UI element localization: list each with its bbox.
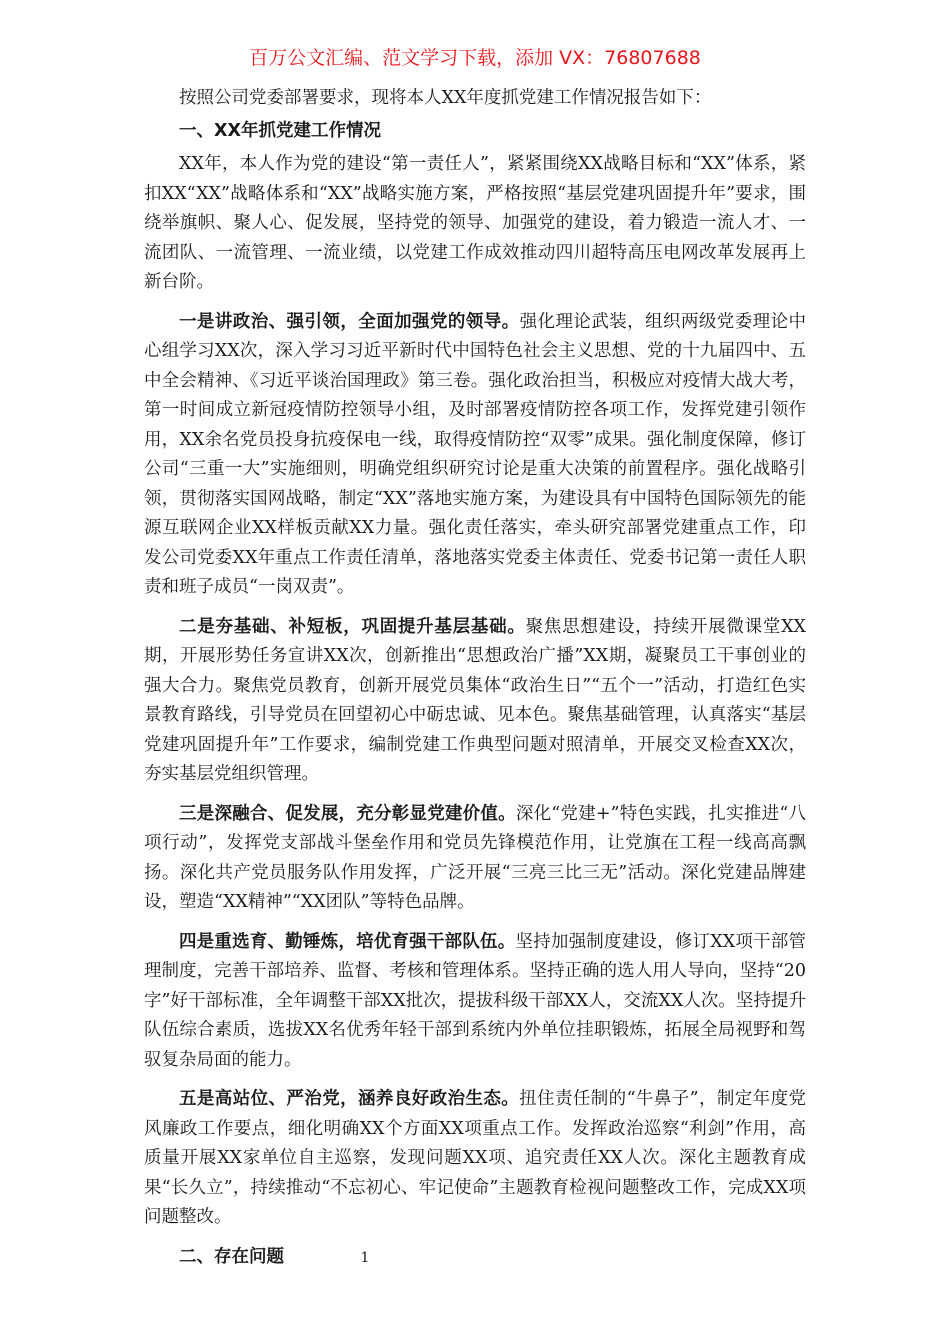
document-body — [144, 84, 806, 1276]
item-text-2: 聚焦思想建设，持续开展微课堂XX期，开展形势任务宣讲XX次，创新推出“思想政治广播”XX期，凝聚员工干事创业的强大合力。聚焦党员教育，创新开展党员集体“政治生日”“五个一”活动，打造红色实景教育路线，引导党员在回望初心中砺忠诚、见本色。聚焦基础管理，认真落实“基层党建巩固提升年”工作要求，编制党建工作典型问题对照清单，开展交叉检查XX次，夯实基层党组织管理。 — [144, 616, 806, 784]
section-1-heading: 一、XX年抓党建工作情况 — [179, 120, 381, 141]
item-heading-3: 三是深融合、促发展，充分彰显党建价值。 — [179, 803, 516, 824]
item-paragraph-5 — [144, 1085, 806, 1233]
download-banner: 百万公文汇编、范文学习下载，添加 VX：76807688 — [249, 47, 701, 69]
item-text-3: 深化“党建+”特色实践，扎实推进“八项行动”，发挥党支部战斗堡垒作用和党员先锋模范作用，让党旗在工程一线高高飘扬。深化共产党员服务队作用发挥，广泛开展“三亮三比三无”活动。深化党建品牌建设，塑造“XX精神”“XX团队”等特色品牌。 — [144, 803, 806, 912]
intro-paragraph: 按照公司党委部署要求，现将本人XX年度抓党建工作情况报告如下： — [179, 88, 712, 108]
item-heading-2: 二是夯基础、补短板，巩固提升基层基础。 — [179, 616, 526, 637]
item-heading-5: 五是高站位、严治党，涵养良好政治生态。 — [179, 1089, 520, 1109]
item-text-5: 扭住责任制的“牛鼻子”，制定年度党风廉政工作要点，细化明确XX个方面XX项重点工作。发挥政治巡察“利剑”作用，高质量开展XX家单位自主巡察，发现问题XX项、追究责任XX人次。深化主题教育成果“长久立”，持续推动“不忘初心、牢记使命”主题教育检视问题整改工作，完成XX项问题整改。 — [144, 1089, 806, 1227]
item-heading-4: 四是重选育、勤锤炼，培优育强干部队伍。 — [179, 931, 516, 952]
item-text-1: 强化理论武装，组织两级党委理论中心组学习XX次，深入学习习近平新时代中国特色社会主义思想、党的十九届四中、五中全会精神、《习近平谈治国理政》第三卷。强化政治担当，积极应对疫情大战大考，第一时间成立新冠疫情防控领导小组，及时部署疫情防控各项工作，发挥党建引领作用，XX余名党员投身抗疫保电一线，取得疫情防控“双零”成果。强化制度保障，修订公司“三重一大”实施细则，明确党组织研究讨论是重大决策的前置程序。强化战略引领，贯彻落实国网战略，制定“XX”落地实施方案，为建设具有中国特色国际领先的能源互联网企业XX样板贡献XX力量。强化责任落实，牵头研究部署党建重点工作，印发公司党委XX年重点工作责任清单，落地落实党委主体责任、党委书记第一责任人职责和班子成员“一岗双责”。 — [144, 311, 807, 597]
section-1-summary: XX年，本人作为党的建设“第一责任人”，紧紧围绕XX战略目标和“XX”体系，紧扣XX“XX”战略体系和“XX”战略实施方案，严格按照“基层党建巩固提升年”要求，围绕举旗帜、聚人心、促发展，坚持党的领导、加强党的建设，着力锻造一流人才、一流团队、一流管理、一流业绩，以党建工作成效推动四川超特高压电网改革发展再上新台阶。 — [144, 154, 806, 292]
item-heading-1: 一是讲政治、强引领，全面加强党的领导。 — [179, 311, 520, 332]
page-number: 1 — [360, 1250, 370, 1266]
item-paragraph-1 — [144, 308, 806, 603]
item-paragraph-4 — [144, 928, 806, 1076]
item-paragraph-3 — [144, 800, 806, 918]
item-text-4: 坚持加强制度建设，修订XX项干部管理制度，完善干部培养、监督、考核和管理体系。坚持正确的选人用人导向，坚持“20字”好干部标准，全年调整干部XX批次，提拔科级干部XX人，交流XX人次。坚持提升队伍综合素质，选拔XX名优秀年轻干部到系统内外单位挂职锻炼，拓展全局视野和驾驭复杂局面的能力。 — [144, 931, 807, 1070]
section-2-heading: 二、存在问题 — [179, 1246, 284, 1267]
item-paragraph-2 — [144, 613, 806, 790]
